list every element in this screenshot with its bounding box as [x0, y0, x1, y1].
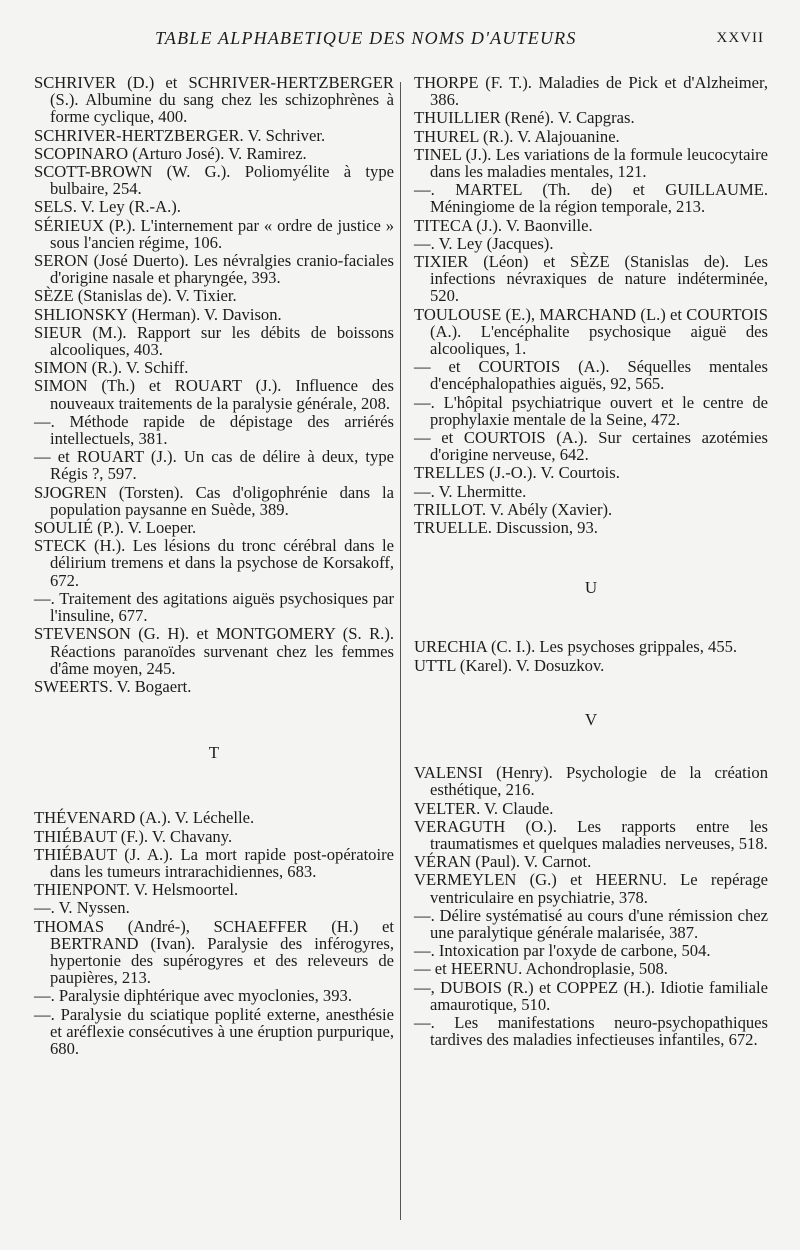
index-entry: SERON (José Duerto). Les névralgies cranio-faciales d'origine nasale et pharyngée, 393.: [34, 251, 394, 288]
index-entry: — et ROUART (J.). Un cas de délire à deux, type Régis ?, 597.: [34, 447, 394, 484]
index-entry: SIEUR (M.). Rapport sur les débits de boissons alcooliques, 403.: [34, 322, 394, 360]
left-column: [34, 74, 394, 1058]
section-letter-t: T: [208, 743, 220, 763]
right-column: [414, 74, 768, 1049]
index-entry: —. L'hôpital psychiatrique ouvert et le centre de prophylaxie mentale de la Seine, 472.: [414, 392, 768, 429]
index-entry: SWEERTS. V. Bogaert.: [34, 676, 192, 696]
index-entry: —. V. Ley (Jacques).: [414, 233, 554, 253]
index-entry: —, DUBOIS (R.) et COPPEZ (H.). Idiotie familiale amaurotique, 510.: [414, 977, 768, 1014]
index-entry: —. Les manifestations neuro-psychopathiques tardives des maladies infectieuses infantiles, 672.: [414, 1012, 768, 1050]
column-divider: [400, 82, 401, 1220]
index-entry: TOULOUSE (E.), MARCHAND (L.) et COURTOIS (A.). L'encéphalite psychosique aiguë des alcooliques, 1.: [414, 304, 768, 359]
index-entry: SELS. V. Ley (R.-A.).: [34, 197, 181, 217]
index-entry: SJOGREN (Torsten). Cas d'oligophrénie dans la population paysanne en Suède, 389.: [34, 482, 394, 519]
index-entry: —. Délire systématisé au cours d'une rémission chez une paralytique générale malarisée, 387.: [414, 905, 768, 942]
index-entry: TRUELLE. Discussion, 93.: [414, 518, 598, 538]
index-entry: TITECA (J.). V. Baonville.: [414, 215, 593, 235]
index-entry: THORPE (F. T.). Maladies de Pick et d'Alzheimer, 386.: [414, 73, 768, 110]
index-entry: TRELLES (J.-O.). V. Courtois.: [414, 463, 620, 483]
index-entry: SÈZE (Stanislas de). V. Tixier.: [34, 286, 237, 306]
index-entry: VELTER. V. Claude.: [414, 798, 554, 818]
index-entry: SCOTT-BROWN (W. G.). Poliomyélite à type bulbaire, 254.: [34, 162, 394, 199]
index-entry: VÉRAN (Paul). V. Carnot.: [414, 852, 592, 872]
index-entry: —. Intoxication par l'oxyde de carbone, 504.: [414, 941, 711, 961]
index-entry: —. MARTEL (Th. de) et GUILLAUME. Méningiome de la région temporale, 213.: [414, 180, 768, 217]
index-entry: SCHRIVER-HERTZBERGER. V. Schriver.: [34, 125, 326, 145]
page-number: XXVII: [716, 30, 764, 46]
index-entry: VERMEYLEN (G.) et HEERNU. Le repérage ventriculaire en psychiatrie, 378.: [414, 870, 768, 907]
index-entry: SHLIONSKY (Herman). V. Davison.: [34, 304, 282, 324]
index-entry: — et HEERNU. Achondroplasie, 508.: [414, 959, 668, 979]
index-entry: SOULIÉ (P.). V. Loeper.: [34, 518, 197, 538]
index-entry: —. Méthode rapide de dépistage des arriérés intellectuels, 381.: [34, 411, 394, 449]
index-entry: —. Traitement des agitations aiguës psychosiques par l'insuline, 677.: [34, 588, 394, 626]
index-entry: STEVENSON (G. H). et MONTGOMERY (S. R.). Réactions paranoïdes survenant chez les femmes d'âme moyen, 245.: [34, 624, 394, 678]
index-entry: TRILLOT. V. Abély (Xavier).: [414, 499, 613, 519]
index-entry: —. V. Lhermitte.: [414, 481, 527, 501]
index-entry: UTTL (Karel). V. Dosuzkov.: [414, 655, 605, 675]
index-entry: THUREL (R.). V. Alajouanine.: [414, 126, 620, 146]
running-title: TABLE ALPHABETIQUE DES NOMS D'AUTEURS: [155, 28, 577, 48]
index-entry: SÉRIEUX (P.). L'internement par « ordre de justice » sous l'ancien régime, 106.: [34, 215, 394, 252]
index-entry: THIÉBAUT (F.). V. Chavany.: [34, 826, 233, 846]
index-entry: THIENPONT. V. Helsmoortel.: [34, 880, 239, 900]
index-entry: THOMAS (André-), SCHAEFFER (H.) et BERTRAND (Ivan). Paralysie des inférogyres, hypertonie des supérogyres et des releveurs de paupières, 213.: [34, 916, 394, 988]
index-entry: VERAGUTH (O.). Les rapports entre les traumatismes et quelques maladies nerveuses, 518.: [414, 816, 768, 853]
index-entry: THUILLIER (René). V. Capgras.: [414, 108, 635, 128]
index-entry: SCHRIVER (D.) et SCHRIVER-HERTZBERGER (S.). Albumine du sang chez les schizophrènes à forme cyclique, 400.: [34, 73, 394, 127]
index-entry: VALENSI (Henry). Psychologie de la création esthétique, 216.: [414, 763, 768, 800]
index-entry: THÉVENARD (A.). V. Léchelle.: [34, 808, 255, 828]
index-entry: —. V. Nyssen.: [34, 898, 130, 918]
index-entry: — et COURTOIS (A.). Séquelles mentales d'encéphalopathies aiguës, 92, 565.: [414, 357, 768, 394]
index-entry: SCOPINARO (Arturo José). V. Ramirez.: [34, 143, 307, 163]
index-entry: SIMON (R.). V. Schiff.: [34, 358, 189, 378]
index-entry: SIMON (Th.) et ROUART (J.). Influence des nouveaux traitements de la paralysie générale, 208.: [34, 376, 394, 413]
index-entry: STECK (H.). Les lésions du tronc cérébral dans le délirium tremens et dans la psychose de Korsakoff, 672.: [34, 536, 394, 590]
section-letter-u: U: [584, 578, 598, 598]
index-entry: URECHIA (C. I.). Les psychoses grippales, 455.: [414, 637, 738, 657]
index-entry: —. Paralysie du sciatique poplité externe, anesthésie et aréflexie consécutives à une éruption purpurique, 680.: [34, 1004, 394, 1058]
index-entry: TINEL (J.). Les variations de la formule leucocytaire dans les maladies mentales, 121.: [414, 144, 768, 182]
page-header: [0, 28, 800, 56]
index-entry: THIÉBAUT (J. A.). La mort rapide post-opératoire dans les tumeurs intrarachidiennes, 683.: [34, 844, 394, 881]
index-entry: TIXIER (Léon) et SÈZE (Stanislas de). Les infections névraxiques de nature indéterminée, 520.: [414, 252, 768, 306]
section-letter-v: V: [584, 709, 598, 729]
index-entry: — et COURTOIS (A.). Sur certaines azotémies d'origine nerveuse, 642.: [414, 428, 768, 465]
index-entry: —. Paralysie diphtérique avec myoclonies, 393.: [34, 986, 352, 1006]
